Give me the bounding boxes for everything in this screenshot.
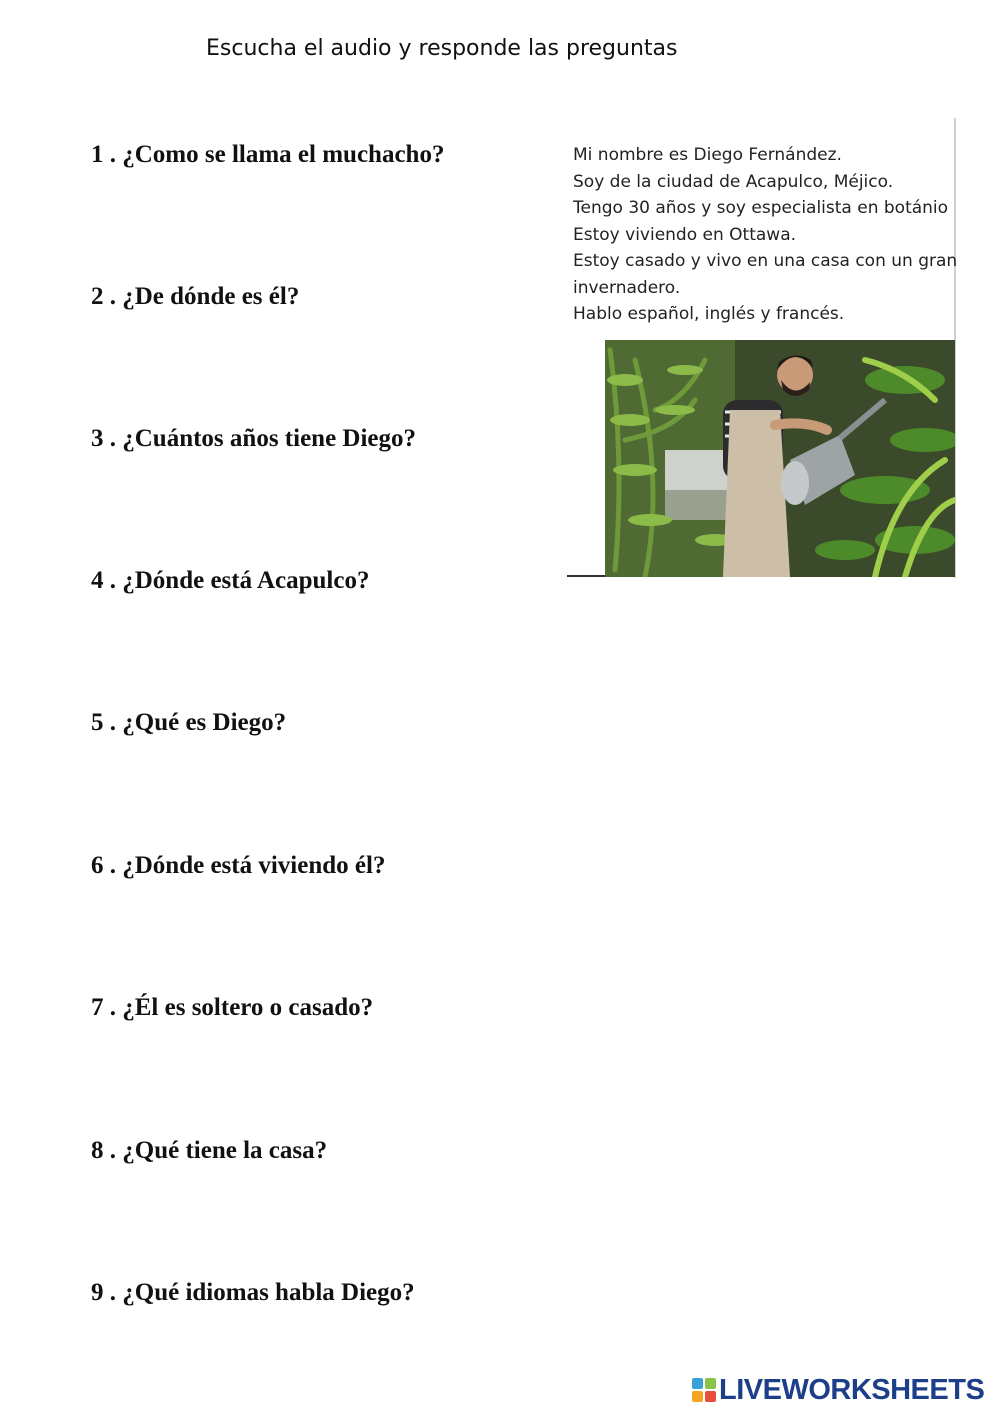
bio-text	[573, 142, 973, 328]
liveworksheets-brand	[692, 1374, 984, 1406]
bio-line: Estoy viviendo en Ottawa.	[573, 224, 797, 245]
panel-underline	[567, 575, 607, 577]
brand-name: LIVEWORKSHEETS	[719, 1373, 985, 1406]
instruction-heading: Escucha el audio y responde las preguntas	[206, 36, 678, 61]
bio-line: Hablo español, inglés y francés.	[573, 304, 845, 324]
question-6: 6 . ¿Dónde está viviendo él?	[91, 852, 386, 879]
question-3: 3 . ¿Cuántos años tiene Diego?	[91, 425, 417, 452]
gardener-photo	[605, 340, 955, 577]
question-2: 2 . ¿De dónde es él?	[91, 283, 300, 310]
bio-line: invernadero.	[573, 277, 681, 298]
bio-line: Mi nombre es Diego Fernández.	[573, 145, 842, 165]
liveworksheets-logo-icon	[692, 1378, 716, 1402]
question-4: 4 . ¿Dónde está Acapulco?	[91, 567, 370, 594]
question-5: 5 . ¿Qué es Diego?	[91, 709, 287, 736]
bio-line: Estoy casado y vivo en una casa con un gran	[573, 251, 958, 271]
question-9: 9 . ¿Qué idiomas habla Diego?	[91, 1279, 415, 1306]
bio-line: Soy de la ciudad de Acapulco, Méjico.	[573, 171, 894, 192]
bio-line: Tengo 30 años y soy especialista en botánio	[573, 198, 949, 218]
question-8: 8 . ¿Qué tiene la casa?	[91, 1137, 328, 1164]
question-1: 1 . ¿Como se llama el muchacho?	[91, 141, 445, 168]
gardener-photo-illustration	[605, 340, 955, 577]
question-7: 7 . ¿Él es soltero o casado?	[91, 994, 374, 1021]
